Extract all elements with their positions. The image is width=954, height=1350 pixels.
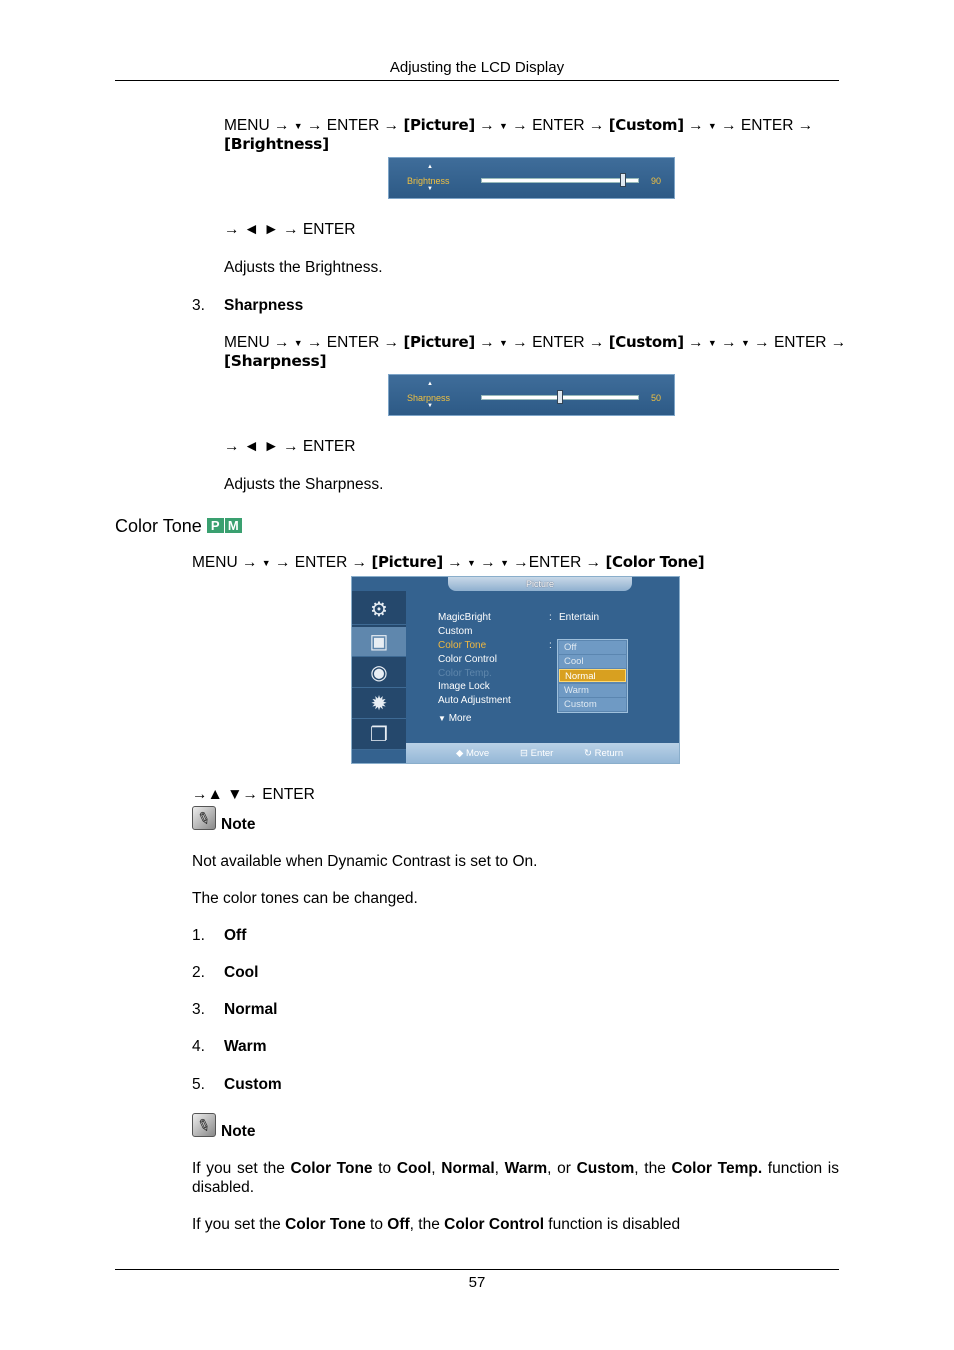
down-arrow-icon: ▼ — [438, 714, 446, 723]
page-number: 57 — [468, 1274, 486, 1291]
down-arrow-icon: ▼ — [293, 121, 303, 131]
list-item-number: 3. — [192, 1001, 205, 1018]
menu-item-image-lock: Image Lock — [438, 681, 490, 692]
header-rule — [115, 80, 839, 81]
note-label: Note — [221, 816, 256, 833]
sharpness-key: [Sharpness] — [224, 352, 327, 370]
brightness-nav-line: MENU → ▼ → ENTER → [Picture] → ▼ → ENTER → [Custom] → ▼ → ENTER → — [224, 116, 814, 134]
list-item-label: Cool — [224, 964, 259, 981]
osd-label: Brightness — [407, 176, 450, 186]
option-warm: Warm — [559, 684, 626, 697]
custom-key: [Custom] — [608, 116, 684, 134]
color-tone-intro: The color tones can be changed. — [192, 890, 418, 907]
osd-sidebar — [352, 591, 406, 749]
osd-value: 50 — [651, 393, 662, 403]
brightness-desc: Adjusts the Brightness. — [224, 259, 383, 276]
magicbright-value: Entertain — [559, 612, 600, 623]
list-item-label: Normal — [224, 1001, 278, 1018]
color-tone-adjust-nav: →▲ ▼→ ENTER — [192, 786, 315, 803]
down-arrow-icon: ▼ — [293, 338, 303, 348]
list-item-label: Off — [224, 927, 247, 944]
list-item-label: Warm — [224, 1038, 267, 1055]
note-icon: ✎ — [192, 806, 216, 830]
picture-menu-osd — [351, 576, 680, 764]
color-tone-options — [557, 639, 628, 713]
option-off: Off — [559, 641, 626, 654]
footer-move: ◆ Move — [456, 748, 490, 759]
note-paragraph-2: If you set the Color Tone to Off, the Color Control function is disabled — [192, 1216, 681, 1233]
sharpness-nav-line: MENU → ▼ → ENTER → [Picture] → ▼ → ENTER → [Custom] → ▼ → ▼ → ENTER → — [224, 333, 847, 351]
picture-key: [Picture] — [403, 116, 475, 134]
list-item-number: 4. — [192, 1038, 205, 1055]
list-item-number: 1. — [192, 927, 205, 944]
sharpness-adjust-nav: → ◄ ► → ENTER — [224, 438, 356, 455]
down-arrow-icon: ▼ — [499, 338, 508, 348]
page-header: Adjusting the LCD Display — [389, 59, 565, 76]
color-tone-key: [Color Tone] — [605, 553, 705, 571]
down-arrow-icon: ▼ — [500, 558, 509, 568]
option-normal: Normal — [559, 669, 626, 682]
menu-item-color-control: Color Control — [438, 654, 497, 665]
option-cool: Cool — [559, 655, 626, 668]
osd-footer — [406, 743, 680, 764]
list-item-number: 5. — [192, 1076, 205, 1093]
up-arrow-icon: ▲ — [427, 381, 433, 387]
list-item-label: Custom — [224, 1076, 282, 1093]
osd-slider-knob — [620, 173, 626, 187]
menu-more: ▼ More — [438, 713, 472, 724]
down-arrow-icon: ▼ — [427, 403, 433, 409]
up-arrow-icon: ▲ — [427, 164, 433, 170]
sound-icon: ◉ — [352, 658, 406, 688]
sharpness-desc: Adjusts the Sharpness. — [224, 476, 384, 493]
down-arrow-icon: ▼ — [467, 558, 476, 568]
brightness-osd — [388, 157, 675, 199]
note-icon: ✎ — [192, 1113, 216, 1137]
picture-icon: ▣ — [352, 627, 406, 657]
input-icon: ⚙ — [352, 595, 406, 625]
footer-return: ↻ Return — [584, 748, 624, 759]
footer-rule — [115, 1269, 839, 1270]
note-paragraph-1: If you set the Color Tone to Cool, Normal, Warm, or Custom, the Color Temp. function is — [192, 1160, 839, 1177]
down-arrow-icon: ▼ — [740, 338, 750, 348]
option-custom: Custom — [559, 698, 626, 711]
color-tone-nav-line: MENU → ▼ → ENTER → [Picture] → ▼ → ▼ →ENTER → [Color Tone] — [192, 553, 705, 571]
menu-item-auto-adjustment: Auto Adjustment — [438, 695, 511, 706]
osd-menu-title: Picture — [448, 577, 632, 591]
osd-slider-knob — [557, 390, 563, 404]
sharpness-number: 3. — [192, 297, 205, 314]
down-arrow-icon: ▼ — [707, 338, 717, 348]
menu-item-color-tone: Color Tone — [438, 640, 487, 651]
menu-item-magicbright: MagicBright — [438, 612, 491, 623]
down-arrow-icon: ▼ — [427, 186, 433, 192]
return-icon: ↻ — [584, 748, 592, 759]
menu-item-color-temp: Color Temp. — [438, 668, 492, 679]
setup-icon: ✹ — [352, 689, 406, 719]
osd-value: 90 — [651, 176, 662, 186]
brightness-adjust-nav: → ◄ ► → ENTER — [224, 221, 356, 238]
picture-key: [Picture] — [403, 333, 475, 351]
color-tone-heading: Color Tone P M — [115, 514, 243, 537]
brightness-key: [Brightness] — [224, 135, 329, 153]
down-arrow-icon: ▼ — [261, 558, 271, 568]
down-arrow-icon: ▼ — [707, 121, 717, 131]
custom-key: [Custom] — [608, 333, 684, 351]
down-arrow-icon: ▼ — [499, 121, 508, 131]
menu-colon: : — [549, 612, 552, 623]
sharpness-heading: Sharpness — [224, 297, 304, 314]
menu-item-custom: Custom — [438, 626, 473, 637]
list-item-number: 2. — [192, 964, 205, 981]
pm-badge-icon: P M — [207, 514, 243, 535]
osd-slider-track — [481, 178, 639, 183]
menu-colon: : — [549, 640, 552, 651]
enter-icon: ⊟ — [520, 748, 528, 759]
picture-key: [Picture] — [371, 553, 443, 571]
osd-label: Sharpness — [407, 393, 451, 403]
note-label: Note — [221, 1123, 256, 1140]
multi-control-icon: ❐ — [352, 720, 406, 750]
footer-enter: ⊟ Enter — [520, 748, 554, 759]
move-icon: ◆ — [456, 748, 464, 759]
sharpness-osd — [388, 374, 675, 416]
note-paragraph-1-cont: disabled. — [192, 1179, 255, 1196]
note-text: Not available when Dynamic Contrast is set to On. — [192, 853, 538, 870]
